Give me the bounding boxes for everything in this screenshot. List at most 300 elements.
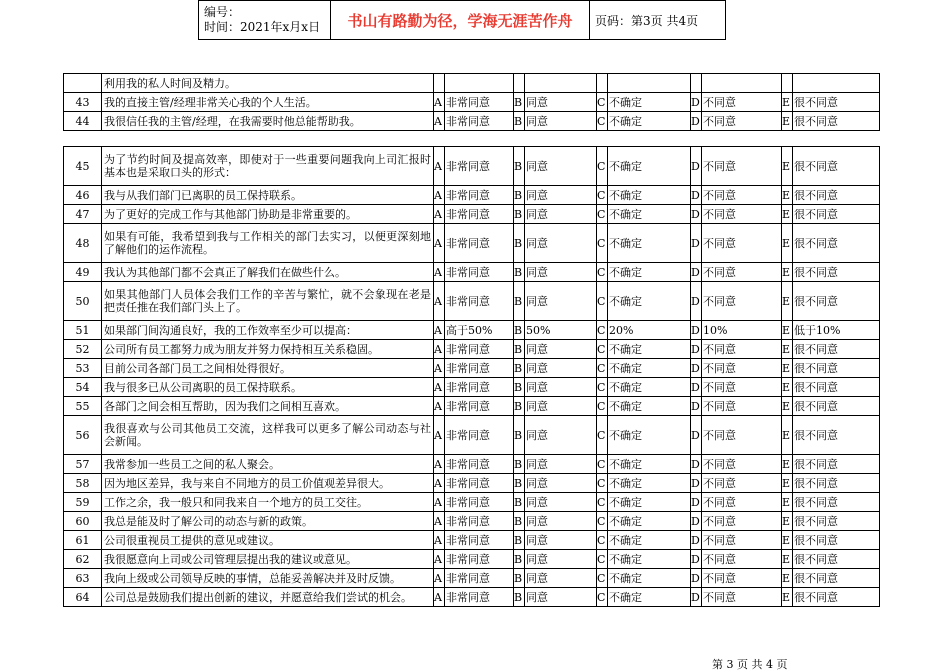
option-letter: D [691, 512, 702, 531]
option-label: 同意 [525, 531, 597, 550]
option-label: 非常同意 [445, 397, 514, 416]
question-number: 61 [64, 531, 102, 550]
table-row [64, 588, 880, 607]
option-label: 同意 [525, 359, 597, 378]
option-letter: B [514, 378, 525, 397]
table-row [64, 493, 880, 512]
option-label: 同意 [525, 147, 597, 186]
option-label [445, 74, 514, 93]
option-letter: C [597, 321, 608, 340]
option-label: 不确定 [608, 205, 691, 224]
option-label: 不确定 [608, 359, 691, 378]
option-label: 不同意 [702, 186, 782, 205]
option-letter: C [597, 263, 608, 282]
option-letter: A [434, 378, 445, 397]
table-row [64, 359, 880, 378]
option-label: 同意 [525, 112, 597, 131]
option-letter: B [514, 474, 525, 493]
question-number: 58 [64, 474, 102, 493]
question-number: 43 [64, 93, 102, 112]
option-letter: A [434, 224, 445, 263]
option-letter: C [597, 416, 608, 455]
option-label: 不确定 [608, 186, 691, 205]
option-label: 非常同意 [445, 263, 514, 282]
option-label: 很不同意 [793, 282, 880, 321]
table-row [64, 569, 880, 588]
option-label: 很不同意 [793, 531, 880, 550]
option-letter: B [514, 569, 525, 588]
question-text: 利用我的私人时间及精力。 [102, 74, 434, 93]
option-label: 不同意 [702, 340, 782, 359]
option-label: 不确定 [608, 340, 691, 359]
option-label: 不确定 [608, 569, 691, 588]
question-number: 54 [64, 378, 102, 397]
option-label: 很不同意 [793, 550, 880, 569]
table-row [64, 93, 880, 112]
question-text: 各部门之间会相互帮助，因为我们之间相互喜欢。 [102, 397, 434, 416]
table-row [64, 321, 880, 340]
question-text: 目前公司各部门员工之间相处得很好。 [102, 359, 434, 378]
question-number: 63 [64, 569, 102, 588]
question-number: 64 [64, 588, 102, 607]
option-letter: E [782, 397, 793, 416]
option-label: 非常同意 [445, 340, 514, 359]
option-letter: D [691, 93, 702, 112]
option-label [525, 74, 597, 93]
option-letter [691, 74, 702, 93]
option-label: 同意 [525, 93, 597, 112]
option-label: 非常同意 [445, 588, 514, 607]
option-label: 很不同意 [793, 263, 880, 282]
option-label: 不同意 [702, 531, 782, 550]
question-number: 48 [64, 224, 102, 263]
option-letter: D [691, 397, 702, 416]
option-letter: E [782, 531, 793, 550]
option-label: 不同意 [702, 550, 782, 569]
option-letter: D [691, 224, 702, 263]
question-text: 如果其他部门人员体会我们工作的辛苦与繁忙，就不会象现在老是把责任推在我们部门头上了。 [102, 282, 434, 321]
option-label [793, 74, 880, 93]
option-letter: A [434, 359, 445, 378]
option-letter: C [597, 512, 608, 531]
option-letter: A [434, 474, 445, 493]
option-label: 不同意 [702, 147, 782, 186]
option-label: 同意 [525, 340, 597, 359]
question-text: 公司很重视员工提供的意见或建议。 [102, 531, 434, 550]
option-letter: A [434, 397, 445, 416]
question-text: 如果部门间沟通良好，我的工作效率至少可以提高： [102, 321, 434, 340]
table-row [64, 512, 880, 531]
option-letter: C [597, 569, 608, 588]
option-letter: B [514, 93, 525, 112]
question-number: 59 [64, 493, 102, 512]
option-label: 同意 [525, 378, 597, 397]
option-letter: C [597, 493, 608, 512]
option-label: 不确定 [608, 224, 691, 263]
option-label: 不同意 [702, 397, 782, 416]
option-letter: E [782, 359, 793, 378]
option-label: 很不同意 [793, 112, 880, 131]
option-letter: C [597, 147, 608, 186]
question-text: 我认为其他部门都不会真正了解我们在做些什么。 [102, 263, 434, 282]
option-label: 不确定 [608, 512, 691, 531]
option-label: 同意 [525, 569, 597, 588]
option-letter: D [691, 112, 702, 131]
survey-table-top [63, 73, 880, 131]
option-letter: A [434, 416, 445, 455]
option-letter: D [691, 378, 702, 397]
option-label: 同意 [525, 455, 597, 474]
option-letter: C [597, 112, 608, 131]
option-label: 同意 [525, 397, 597, 416]
option-letter: A [434, 321, 445, 340]
option-letter: C [597, 455, 608, 474]
option-label: 不确定 [608, 550, 691, 569]
option-label: 不确定 [608, 493, 691, 512]
option-letter: B [514, 359, 525, 378]
option-label: 不同意 [702, 378, 782, 397]
option-letter: C [597, 224, 608, 263]
question-text: 我与很多已从公司离职的员工保持联系。 [102, 378, 434, 397]
option-label: 很不同意 [793, 455, 880, 474]
table-row [64, 397, 880, 416]
option-letter [514, 74, 525, 93]
option-label: 10% [702, 321, 782, 340]
option-letter: B [514, 282, 525, 321]
option-label: 很不同意 [793, 224, 880, 263]
option-label: 不确定 [608, 147, 691, 186]
table-row [64, 74, 880, 93]
option-letter: E [782, 147, 793, 186]
option-label: 不确定 [608, 378, 691, 397]
option-letter: B [514, 531, 525, 550]
option-letter: C [597, 378, 608, 397]
option-letter: B [514, 493, 525, 512]
option-letter: B [514, 224, 525, 263]
option-letter: A [434, 512, 445, 531]
question-text: 我很喜欢与公司其他员工交流，这样我可以更多了解公司动态与社会新闻。 [102, 416, 434, 455]
option-letter: E [782, 263, 793, 282]
option-label: 同意 [525, 205, 597, 224]
option-label: 同意 [525, 474, 597, 493]
survey-table-main [63, 146, 880, 607]
option-letter: D [691, 340, 702, 359]
option-label: 同意 [525, 493, 597, 512]
option-letter: C [597, 93, 608, 112]
option-letter: C [597, 359, 608, 378]
option-letter: E [782, 474, 793, 493]
question-text: 为了节约时间及提高效率，即使对于一些重要问题我向上司汇报时基本也是采取口头的形式： [102, 147, 434, 186]
option-letter: D [691, 186, 702, 205]
option-label: 不同意 [702, 205, 782, 224]
option-label: 不确定 [608, 474, 691, 493]
option-label: 很不同意 [793, 93, 880, 112]
header-page-label: 页码：第3页 共4页 [590, 1, 726, 40]
option-letter: E [782, 416, 793, 455]
question-text: 我的直接主管/经理非常关心我的个人生活。 [102, 93, 434, 112]
option-letter: E [782, 224, 793, 263]
option-letter: B [514, 512, 525, 531]
option-letter: A [434, 493, 445, 512]
option-label: 不同意 [702, 512, 782, 531]
option-label: 非常同意 [445, 512, 514, 531]
option-label: 20% [608, 321, 691, 340]
question-number: 62 [64, 550, 102, 569]
question-text: 我很信任我的主管/经理，在我需要时他总能帮助我。 [102, 112, 434, 131]
option-label: 不同意 [702, 455, 782, 474]
option-label: 很不同意 [793, 359, 880, 378]
option-letter: E [782, 112, 793, 131]
option-letter: C [597, 531, 608, 550]
option-letter: D [691, 321, 702, 340]
option-letter: A [434, 569, 445, 588]
option-letter: E [782, 321, 793, 340]
option-label: 非常同意 [445, 474, 514, 493]
option-label: 非常同意 [445, 569, 514, 588]
option-letter: E [782, 455, 793, 474]
option-label: 不确定 [608, 588, 691, 607]
option-letter: A [434, 263, 445, 282]
option-letter: E [782, 550, 793, 569]
option-letter: B [514, 263, 525, 282]
question-number: 45 [64, 147, 102, 186]
option-label: 很不同意 [793, 512, 880, 531]
question-text: 我向上级或公司领导反映的事情，总能妥善解决并及时反馈。 [102, 569, 434, 588]
option-label: 不同意 [702, 282, 782, 321]
question-text: 公司所有员工都努力成为朋友并努力保持相互关系稳固。 [102, 340, 434, 359]
option-label: 同意 [525, 186, 597, 205]
option-letter: A [434, 531, 445, 550]
option-letter: D [691, 205, 702, 224]
option-letter: B [514, 588, 525, 607]
table-row [64, 378, 880, 397]
option-letter: B [514, 147, 525, 186]
table-row [64, 224, 880, 263]
question-text: 我总是能及时了解公司的动态与新的政策。 [102, 512, 434, 531]
question-text: 公司总是鼓励我们提出创新的建议，并愿意给我们尝试的机会。 [102, 588, 434, 607]
option-letter: A [434, 93, 445, 112]
option-letter: B [514, 112, 525, 131]
option-label: 同意 [525, 263, 597, 282]
table-row [64, 147, 880, 186]
table-row [64, 263, 880, 282]
option-letter: E [782, 205, 793, 224]
code-label: 编号： [204, 5, 241, 19]
option-label: 不同意 [702, 493, 782, 512]
option-letter: C [597, 588, 608, 607]
question-number: 47 [64, 205, 102, 224]
option-label: 不确定 [608, 282, 691, 321]
option-label: 不确定 [608, 93, 691, 112]
option-label [608, 74, 691, 93]
question-number: 53 [64, 359, 102, 378]
option-letter: E [782, 93, 793, 112]
option-label [702, 74, 782, 93]
option-label: 高于50% [445, 321, 514, 340]
option-label: 不同意 [702, 263, 782, 282]
option-label: 非常同意 [445, 93, 514, 112]
option-letter: D [691, 455, 702, 474]
option-label: 不确定 [608, 263, 691, 282]
option-label: 不确定 [608, 455, 691, 474]
option-letter: C [597, 205, 608, 224]
question-number: 49 [64, 263, 102, 282]
option-label: 低于10% [793, 321, 880, 340]
option-letter: C [597, 282, 608, 321]
question-number: 51 [64, 321, 102, 340]
option-label: 非常同意 [445, 147, 514, 186]
option-letter: E [782, 186, 793, 205]
table-row [64, 340, 880, 359]
option-letter: D [691, 531, 702, 550]
option-letter: A [434, 147, 445, 186]
option-label: 同意 [525, 224, 597, 263]
question-number: 46 [64, 186, 102, 205]
question-text: 我常参加一些员工之间的私人聚会。 [102, 455, 434, 474]
option-letter: D [691, 569, 702, 588]
option-letter: A [434, 112, 445, 131]
option-letter: E [782, 340, 793, 359]
option-label: 不同意 [702, 112, 782, 131]
option-letter: A [434, 205, 445, 224]
option-label: 非常同意 [445, 205, 514, 224]
option-label: 不确定 [608, 416, 691, 455]
question-text: 因为地区差异，我与来自不同地方的员工价值观差异很大。 [102, 474, 434, 493]
option-letter [782, 74, 793, 93]
option-letter: C [597, 186, 608, 205]
option-letter: E [782, 569, 793, 588]
option-letter: B [514, 186, 525, 205]
option-label: 不同意 [702, 416, 782, 455]
option-letter: D [691, 474, 702, 493]
option-label: 不同意 [702, 569, 782, 588]
question-text: 我很愿意向上司或公司管理层提出我的建议或意见。 [102, 550, 434, 569]
option-letter [434, 74, 445, 93]
option-letter: A [434, 550, 445, 569]
option-label: 很不同意 [793, 493, 880, 512]
option-letter: A [434, 282, 445, 321]
option-label: 很不同意 [793, 416, 880, 455]
document-header [198, 0, 726, 40]
date-label: 时间：2021年x月x日 [204, 20, 321, 34]
option-label: 不确定 [608, 397, 691, 416]
option-label: 同意 [525, 416, 597, 455]
option-label: 很不同意 [793, 340, 880, 359]
question-number: 52 [64, 340, 102, 359]
question-number: 50 [64, 282, 102, 321]
option-letter: C [597, 550, 608, 569]
option-label: 很不同意 [793, 186, 880, 205]
option-letter [597, 74, 608, 93]
option-letter: E [782, 493, 793, 512]
table-row [64, 531, 880, 550]
option-label: 很不同意 [793, 205, 880, 224]
option-label: 非常同意 [445, 493, 514, 512]
option-letter: A [434, 340, 445, 359]
option-label: 同意 [525, 512, 597, 531]
option-letter: E [782, 588, 793, 607]
option-letter: C [597, 340, 608, 359]
option-letter: B [514, 340, 525, 359]
option-letter: A [434, 455, 445, 474]
option-letter: A [434, 588, 445, 607]
option-letter: A [434, 186, 445, 205]
option-letter: D [691, 263, 702, 282]
table-row [64, 186, 880, 205]
option-letter: B [514, 205, 525, 224]
question-text: 我与从我们部门已离职的员工保持联系。 [102, 186, 434, 205]
option-letter: D [691, 493, 702, 512]
option-label: 很不同意 [793, 397, 880, 416]
option-letter: D [691, 588, 702, 607]
option-letter: E [782, 378, 793, 397]
option-label: 不同意 [702, 588, 782, 607]
question-text: 如果有可能，我希望到我与工作相关的部门去实习，以便更深刻地了解他们的运作流程。 [102, 224, 434, 263]
table-row [64, 416, 880, 455]
header-motto: 书山有路勤为径，学海无涯苦作舟 [331, 1, 590, 40]
option-label: 很不同意 [793, 588, 880, 607]
table-row [64, 474, 880, 493]
option-letter: D [691, 147, 702, 186]
option-label: 不同意 [702, 474, 782, 493]
option-label: 不同意 [702, 93, 782, 112]
question-text: 为了更好的完成工作与其他部门协助是非常重要的。 [102, 205, 434, 224]
option-letter: D [691, 359, 702, 378]
option-label: 同意 [525, 550, 597, 569]
question-number: 44 [64, 112, 102, 131]
table-row [64, 282, 880, 321]
option-label: 不确定 [608, 531, 691, 550]
option-letter: D [691, 416, 702, 455]
option-label: 非常同意 [445, 416, 514, 455]
question-number: 57 [64, 455, 102, 474]
option-letter: E [782, 282, 793, 321]
option-label: 非常同意 [445, 378, 514, 397]
option-letter: B [514, 550, 525, 569]
option-label: 不同意 [702, 359, 782, 378]
option-label: 很不同意 [793, 378, 880, 397]
option-letter: D [691, 550, 702, 569]
option-label: 很不同意 [793, 147, 880, 186]
option-label: 非常同意 [445, 550, 514, 569]
option-letter: B [514, 416, 525, 455]
option-label: 非常同意 [445, 224, 514, 263]
option-label: 不同意 [702, 224, 782, 263]
table-row [64, 550, 880, 569]
option-label: 非常同意 [445, 455, 514, 474]
option-letter: E [782, 512, 793, 531]
table-row [64, 112, 880, 131]
option-label: 非常同意 [445, 359, 514, 378]
table-row [64, 455, 880, 474]
option-letter: B [514, 321, 525, 340]
option-label: 非常同意 [445, 282, 514, 321]
option-letter: B [514, 397, 525, 416]
question-number: 60 [64, 512, 102, 531]
option-label: 非常同意 [445, 112, 514, 131]
question-text: 工作之余，我一般只和同我来自一个地方的员工交往。 [102, 493, 434, 512]
header-meta [199, 1, 331, 40]
option-letter: C [597, 397, 608, 416]
option-letter: B [514, 455, 525, 474]
option-label: 同意 [525, 588, 597, 607]
option-label: 50% [525, 321, 597, 340]
option-label: 同意 [525, 282, 597, 321]
option-label: 很不同意 [793, 474, 880, 493]
option-letter: D [691, 282, 702, 321]
question-number: 55 [64, 397, 102, 416]
option-label: 非常同意 [445, 186, 514, 205]
